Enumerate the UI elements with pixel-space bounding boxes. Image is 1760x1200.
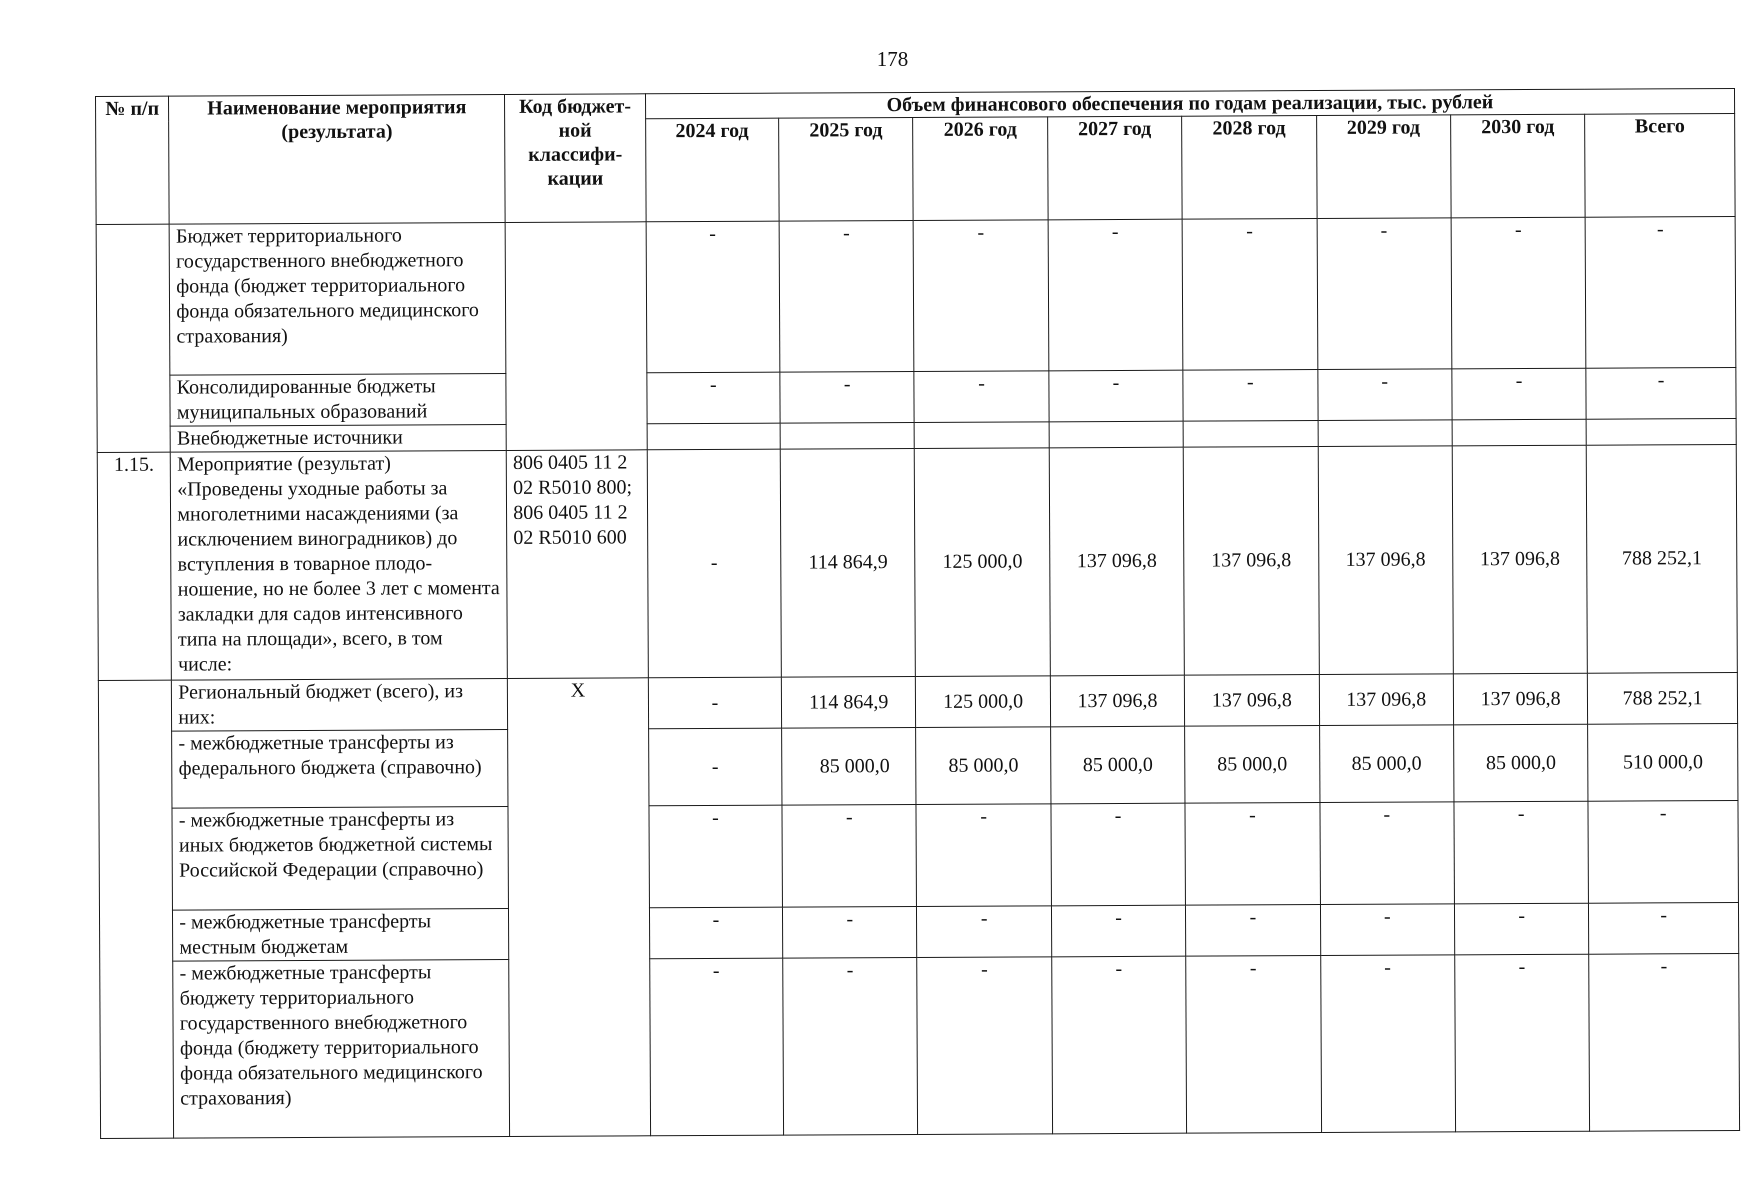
row-name: Мероприятие (результат) «Проведены уходные работы за многолетними насаждениями (за исключением виноградников) до вступления в товарное плодо-ношение, но не более 3 лет с момента закладки для садов интенсивного типа на площади», всего, в том числе: [171, 450, 508, 680]
value-2024: - [649, 907, 783, 959]
value-total: - [1589, 902, 1739, 954]
value-2024: - [649, 958, 783, 1136]
table-row [99, 800, 1738, 910]
row-name: Консолидированные бюджеты муниципальных образований [170, 373, 506, 426]
value-2029: - [1317, 218, 1452, 370]
value-2027: - [1051, 803, 1186, 906]
page-number: 178 [876, 47, 909, 71]
header-year-2026: 2026 год [913, 117, 1048, 221]
row-name: Внебюджетные источники [170, 424, 506, 452]
row-name: - межбюджетные трансферты бюджету территориального государственного внебюджетного фонда (бюджету территориального фонда обязательного медицинского страхования) [173, 959, 510, 1138]
row-num [98, 680, 174, 1138]
header-year-2024: 2024 год [645, 118, 779, 222]
value-2025: 85 000,0 [782, 727, 917, 805]
value-2030: - [1454, 903, 1589, 955]
value-2028: - [1186, 905, 1321, 957]
value-total [1586, 418, 1736, 445]
value-2026 [915, 422, 1050, 449]
value-2027 [1049, 421, 1184, 448]
value-2030: - [1452, 368, 1587, 420]
value-2024: - [648, 677, 782, 729]
value-2027: 137 096,8 [1050, 675, 1185, 727]
value-2027: - [1048, 219, 1183, 371]
value-2026: 125 000,0 [916, 676, 1051, 728]
value-2030: - [1454, 801, 1589, 904]
value-2026: - [917, 906, 1052, 958]
row-code: 806 0405 11 2 02 R5010 800; 806 0405 11 2 02 R5010 600 [506, 450, 648, 679]
table-row [99, 902, 1738, 961]
row-code [505, 222, 647, 451]
value-2025: 114 864,9 [781, 676, 916, 728]
value-2028: 85 000,0 [1185, 726, 1320, 804]
value-2030: - [1455, 954, 1590, 1132]
header-num: № п/п [96, 96, 170, 224]
value-2027: 85 000,0 [1050, 726, 1185, 804]
value-total: - [1588, 800, 1738, 903]
value-2029: - [1320, 802, 1455, 905]
table-row [97, 367, 1736, 426]
value-2025: - [783, 906, 918, 958]
row-name: Бюджет территориального государственного внебюджетного фонда (бюджет территориального фонда обязательного медицинского страхования) [169, 222, 506, 375]
row-name: - межбюджетные трансферты из федерального бюджета (справочно) [172, 729, 508, 808]
value-2025: - [780, 371, 915, 423]
header-total: Всего [1585, 113, 1735, 217]
value-2024: - [646, 221, 780, 373]
value-2025 [780, 422, 915, 449]
value-2030 [1452, 419, 1587, 446]
table-row [100, 953, 1740, 1138]
value-2029: - [1317, 369, 1452, 421]
value-2025: 114 864,9 [780, 448, 915, 677]
value-2026: - [916, 804, 1051, 907]
row-code: X [508, 678, 651, 1137]
table-row [99, 723, 1738, 808]
value-2024: - [648, 728, 782, 806]
value-total: 788 252,1 [1587, 444, 1738, 673]
value-2024: - [647, 449, 781, 678]
value-2026: - [914, 220, 1049, 372]
value-total: - [1585, 216, 1735, 368]
value-total: 510 000,0 [1588, 723, 1738, 801]
value-2028: - [1182, 219, 1317, 371]
value-2025: - [782, 804, 917, 907]
value-2026: - [914, 371, 1049, 423]
value-2029: - [1320, 904, 1455, 956]
value-total: 788 252,1 [1588, 672, 1738, 724]
value-2029: 137 096,8 [1318, 446, 1453, 675]
row-num [96, 224, 170, 452]
header-year-2027: 2027 год [1047, 116, 1182, 220]
value-2029 [1318, 420, 1453, 447]
value-2024: - [647, 372, 781, 424]
value-2025: - [783, 957, 918, 1135]
value-2028: 137 096,8 [1185, 675, 1320, 727]
header-name: Наименование мероприятия (результата) [169, 94, 506, 224]
value-2028: - [1185, 803, 1320, 906]
value-2026: 85 000,0 [916, 727, 1051, 805]
header-year-2028: 2028 год [1182, 116, 1317, 220]
header-year-2025: 2025 год [779, 118, 914, 222]
value-2029: 85 000,0 [1319, 725, 1454, 803]
header-funding-group: Объем финансового обеспечения по годам реализации, тыс. рублей [645, 88, 1734, 118]
value-2027: - [1051, 905, 1186, 957]
value-2029: 137 096,8 [1319, 674, 1454, 726]
value-2027: - [1049, 370, 1184, 422]
funding-table [95, 88, 1740, 1139]
value-2028: 137 096,8 [1183, 447, 1318, 676]
value-2028 [1183, 421, 1318, 448]
table-header [96, 88, 1736, 224]
value-2027: 137 096,8 [1049, 447, 1184, 676]
value-2027: - [1052, 956, 1187, 1134]
row-name: Региональный бюджет (всего), из них: [172, 678, 508, 731]
value-2025: - [779, 221, 914, 373]
value-2028: - [1183, 370, 1318, 422]
row-name: - межбюджетные трансферты местным бюджетам [173, 908, 509, 961]
header-year-2029: 2029 год [1316, 115, 1451, 219]
value-total: - [1589, 953, 1740, 1131]
table-row [96, 216, 1736, 375]
value-2030: 85 000,0 [1454, 724, 1589, 802]
table-row [98, 672, 1737, 731]
value-2028: - [1186, 956, 1321, 1134]
row-num: 1.15. [97, 452, 171, 680]
value-2024 [647, 423, 780, 450]
value-2024: - [649, 805, 783, 908]
row-name: - межбюджетные трансферты из иных бюджетов бюджетной системы Российской Федерации (справочно) [172, 806, 508, 910]
table-row [97, 444, 1737, 680]
value-2026: - [917, 957, 1052, 1135]
value-2030: - [1451, 217, 1586, 369]
value-2026: 125 000,0 [915, 448, 1050, 677]
value-2030: 137 096,8 [1453, 673, 1588, 725]
value-total: - [1586, 367, 1736, 419]
value-2029: - [1320, 955, 1455, 1133]
value-2030: 137 096,8 [1452, 445, 1587, 674]
header-code: Код бюджет-ной классифи-кации [505, 94, 646, 223]
header-year-2030: 2030 год [1451, 114, 1586, 218]
